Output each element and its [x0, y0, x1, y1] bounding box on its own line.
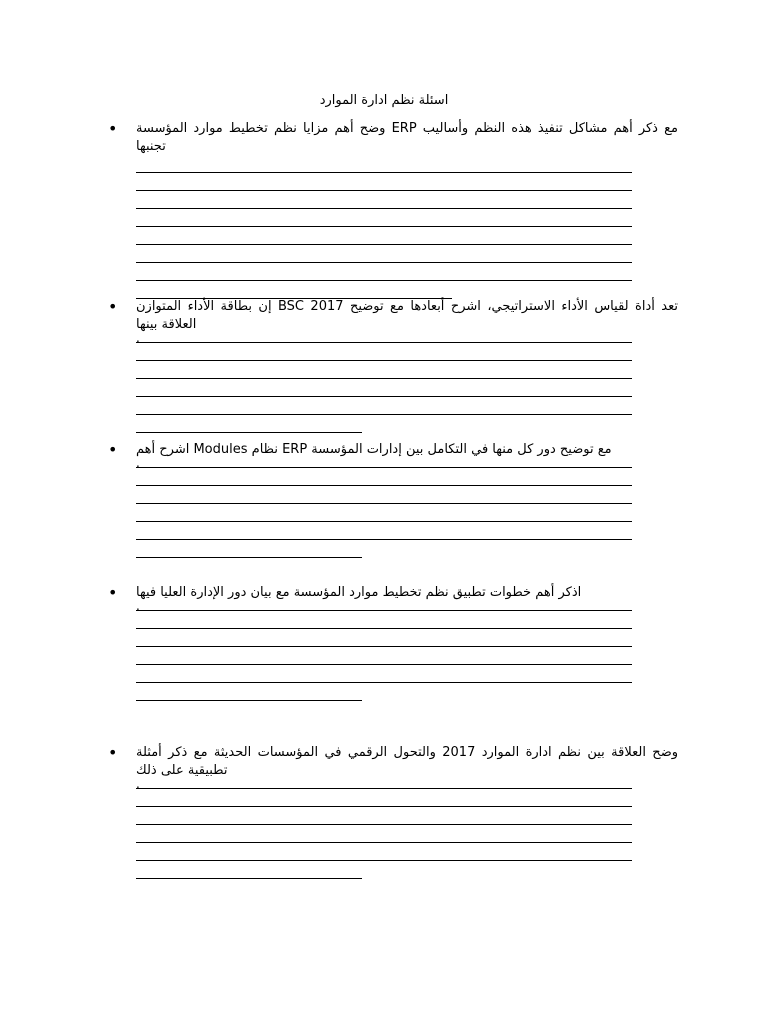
answer-line: [136, 414, 632, 415]
answer-line: [136, 539, 632, 540]
answer-line: [136, 806, 632, 807]
answer-dot: .: [136, 599, 140, 613]
answer-line: [136, 860, 632, 861]
answer-line: [136, 878, 362, 879]
question-text: اشرح أهم Modules نظام ERP مع توضيح دور كل منها في التكامل بين إدارات المؤسسة: [136, 442, 612, 457]
question-text: وضح أهم مزايا نظم تخطيط موارد المؤسسة ERP مع ذكر أهم مشاكل تنفيذ هذه النظم وأساليب تجنبها: [136, 121, 678, 154]
question-3: [108, 441, 678, 575]
answer-line: [136, 432, 362, 433]
answer-dot: .: [136, 777, 140, 791]
answer-lines: [136, 788, 678, 879]
bullet-icon: •: [108, 743, 118, 762]
answer-line: [136, 557, 362, 558]
question-2: [108, 298, 678, 450]
answer-line: [136, 788, 632, 789]
question-text: وضح العلاقة بين نظم ادارة الموارد 2017 والتحول الرقمي في المؤسسات الحديثة مع ذكر أمثلة تطبيقية على ذلك: [136, 745, 679, 778]
answer-line: [136, 396, 632, 397]
bullet-icon: •: [108, 297, 118, 316]
question-5: [108, 744, 678, 896]
answer-line: [136, 503, 632, 504]
question-1: [108, 120, 678, 316]
answer-line: [136, 485, 632, 486]
answer-dot: .: [136, 456, 140, 470]
answer-lines: [136, 610, 678, 701]
answer-line: [136, 262, 632, 263]
answer-lines: [136, 342, 678, 433]
answer-line: [136, 342, 632, 343]
answer-line: [136, 700, 362, 701]
bullet-icon: •: [108, 119, 118, 138]
question-4: [108, 584, 678, 718]
answer-line: [136, 646, 632, 647]
answer-line: [136, 842, 632, 843]
answer-line: [136, 682, 632, 683]
answer-line: [136, 824, 632, 825]
answer-lines: [136, 172, 678, 299]
answer-line: [136, 208, 632, 209]
answer-line: [136, 628, 632, 629]
bullet-icon: •: [108, 583, 118, 602]
answer-dot: .: [136, 331, 140, 345]
answer-line: [136, 244, 632, 245]
answer-line: [136, 521, 632, 522]
answer-line: [136, 190, 632, 191]
answer-line: [136, 172, 632, 173]
answer-line: [136, 280, 632, 281]
answer-line: [136, 664, 632, 665]
document-title: اسئلة نظم ادارة الموارد: [319, 93, 449, 108]
question-text: إن بطاقة الأداء المتوازن BSC 2017 تعد أداة لقياس الأداء الاستراتيجي، اشرح أبعادها مع توضيح العلاقة بينها: [136, 299, 678, 332]
answer-line: [136, 378, 632, 379]
answer-line: [136, 467, 632, 468]
answer-line: [136, 360, 632, 361]
answer-lines: [136, 467, 678, 558]
bullet-icon: •: [108, 440, 118, 459]
question-text: اذكر أهم خطوات تطبيق نظم تخطيط موارد المؤسسة مع بيان دور الإدارة العليا فيها: [136, 585, 582, 600]
answer-line: [136, 610, 632, 611]
answer-line: [136, 226, 632, 227]
